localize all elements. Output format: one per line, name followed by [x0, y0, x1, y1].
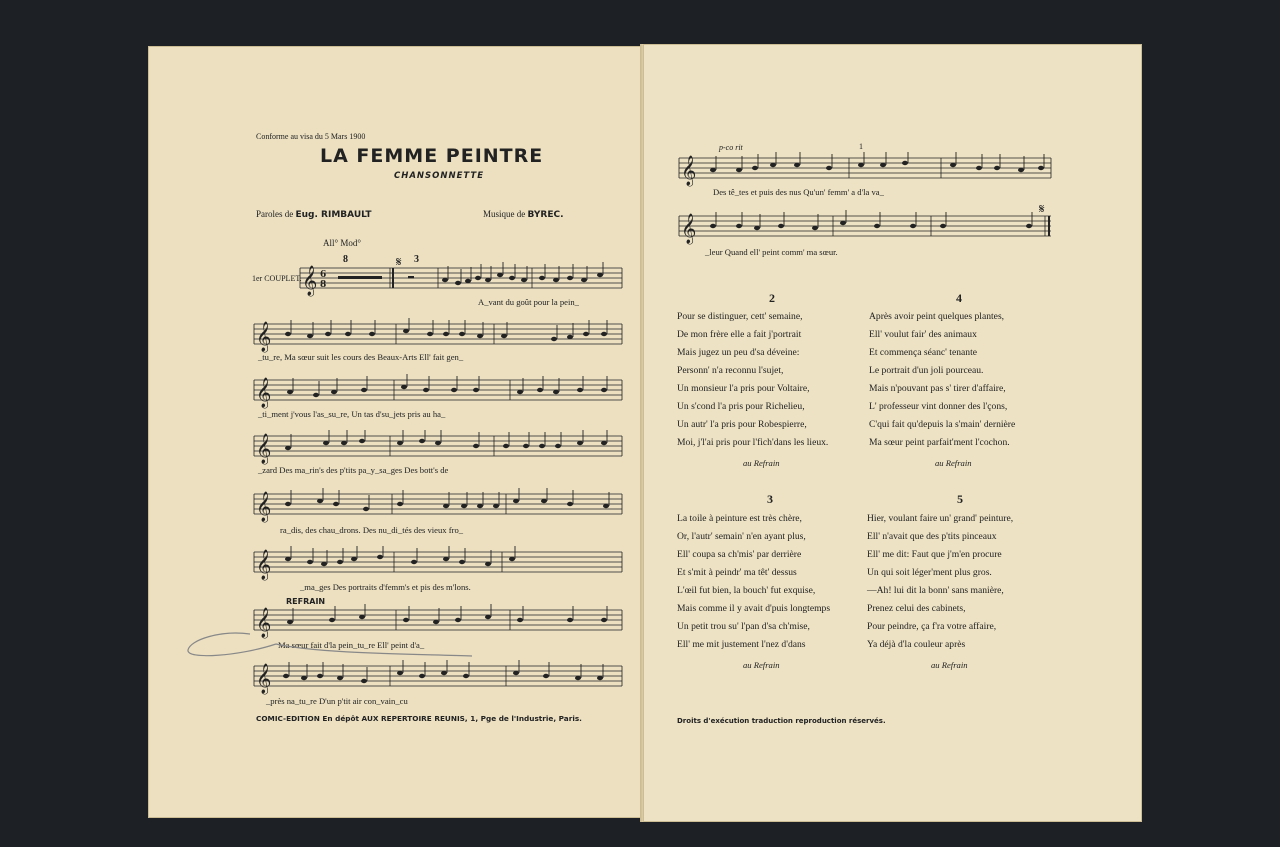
verse-3-number: 3	[767, 492, 773, 506]
verse-2-refrain: au Refrain	[743, 458, 780, 468]
verse-5-line: Ya déjà d'la couleur après	[867, 639, 966, 650]
bar-marker: 1	[859, 142, 863, 151]
verse-2-line: Moi, j'l'ai pris pour l'fich'dans les lieux.	[677, 437, 829, 448]
music-staff-3	[254, 374, 622, 406]
verse-4-refrain: au Refrain	[935, 458, 972, 468]
lyricist-prefix: Paroles de	[256, 209, 294, 219]
svg-text:𝄞: 𝄞	[681, 214, 697, 244]
verse-4-line: Mais n'pouvant pas s' tirer d'affaire,	[869, 383, 1006, 394]
verse-4-line: C'qui fait qu'depuis la s'main' dernière	[869, 419, 1016, 430]
visa-note: Conforme au visa du 5 Mars 1900	[256, 132, 366, 141]
music-staff-1	[300, 255, 622, 296]
composer-credit	[483, 209, 564, 220]
verse-4-line: Ell' voulut fair' des animaux	[869, 329, 977, 340]
verse-5-line: Pour peindre, ça f'ra votre affaire,	[867, 621, 997, 632]
music-staff-6	[254, 546, 622, 578]
treble-clef: 𝄞	[302, 266, 318, 296]
svg-text:𝄞: 𝄞	[256, 550, 272, 580]
lyric-line-8: _près na_tu_re D'un p'tit air con_vain_cu	[266, 696, 408, 706]
verse-4-line: Et commença séanc' tenante	[869, 347, 978, 358]
song-title: LA FEMME PEINTRE	[320, 145, 544, 167]
svg-text:𝄞: 𝄞	[256, 378, 272, 408]
svg-text:𝄞: 𝄞	[256, 322, 272, 352]
verse-2-line: Un s'cond l'a pris pour Richelieu,	[677, 401, 805, 412]
segno-sign: 𝄋	[396, 255, 402, 270]
lyric-line-7: Ma sœur fait d'la pein_tu_re Ell' peint d'a_	[278, 640, 425, 650]
time-sig-bottom: 8	[320, 280, 327, 290]
rights-notice: Droits d'exécution traduction reproduction réservés.	[677, 717, 886, 725]
lyricist-name: Eug. RIMBAULT	[295, 210, 372, 220]
svg-text:𝄞: 𝄞	[256, 434, 272, 464]
lyric-line-2: _tu_re, Ma sœur suit les cours des Beaux-Arts Ell' fait gen_	[258, 352, 464, 362]
verse-2-number: 2	[769, 291, 775, 305]
lyric-line-6: _ma_ges Des portraits d'femm's et pis des m'lons.	[300, 582, 471, 592]
verse-4-line: L' professeur vint donner des l'çons,	[869, 401, 1008, 412]
lyricist-credit	[256, 209, 372, 220]
verse-5-line: Ell' n'avait que des p'tits pinceaux	[867, 531, 997, 542]
verse-3-line: L'œil fut bien, la bouch' fut exquise,	[677, 585, 816, 596]
publisher-footer: COMIC-EDITION En dépôt AUX REPERTOIRE REUNIS, 1, Pge de l'Industrie, Paris.	[256, 714, 582, 723]
verse-3-line: Or, l'autr' semain' n'en ayant plus,	[677, 531, 806, 542]
verse-5-line: Hier, voulant faire un' grand' peinture,	[867, 513, 1014, 524]
verse-5-line: Prenez celui des cabinets,	[867, 603, 966, 614]
verse-2-line: Mais jugez un peu d'sa déveine:	[677, 347, 800, 358]
tempo-marking: All° Mod°	[323, 238, 361, 248]
svg-text:𝄞: 𝄞	[256, 608, 272, 638]
right-lyric-line-2: _leur Quand ell' peint comm' ma sœur.	[705, 247, 838, 257]
verse-3-refrain: au Refrain	[743, 660, 780, 670]
music-staff-4	[254, 430, 622, 462]
composer-name: BYREC.	[527, 210, 564, 220]
verse-3-line: Un petit trou su' l'pan d'sa ch'mise,	[677, 621, 810, 632]
verse-3-line: Ell' me mit justement l'nez d'dans	[677, 639, 806, 650]
verse-2-line: Un autr' l'a pris pour Robespierre,	[677, 419, 807, 430]
verse-5-number: 5	[957, 492, 963, 506]
lyric-line-3: _ti_ment j'vous l'as_su_re, Un tas d'su_jets pris au ha_	[258, 409, 446, 419]
verse-5-line: Ell' me dit: Faut que j'm'en procure	[867, 549, 1002, 560]
verse-3-line: Mais comme il y avait d'puis longtemps	[677, 603, 831, 614]
time-sig-top: 6	[320, 270, 327, 280]
verse-2-line: Un monsieur l'a pris pour Voltaire,	[677, 383, 810, 394]
composer-prefix: Musique de	[483, 209, 526, 219]
svg-text:𝄞: 𝄞	[256, 664, 272, 694]
song-subtitle: CHANSONNETTE	[394, 171, 485, 181]
verse-3-line: La toile à peinture est très chère,	[677, 513, 802, 524]
svg-text:𝄞: 𝄞	[256, 492, 272, 522]
verse-4-line: Le portrait d'un joli pourceau.	[869, 365, 984, 376]
couplet-label: 1er COUPLET.	[252, 274, 302, 283]
verse-2-line: Personn' n'a reconnu l'sujet,	[677, 365, 784, 376]
verse-5-line: Un qui soit léger'ment plus gros.	[867, 567, 992, 578]
rest-count: 8	[343, 254, 348, 265]
segno-number: 3	[414, 254, 419, 265]
pencil-mark	[180, 626, 480, 666]
refrain-heading: REFRAIN	[286, 597, 326, 606]
music-staff-5	[254, 488, 622, 520]
lyric-line-5: ra_dis, des chau_drons. Des nu_di_tés des vieux fro_	[280, 525, 464, 535]
lyric-line-1: A_vant du goût pour la pein_	[478, 297, 579, 307]
right-lyric-line-1: Des tê_tes et puis des nus Qu'un' femm' a d'la va_	[713, 187, 884, 197]
left-page	[148, 46, 642, 818]
verse-2-line: De mon frère elle a fait j'portrait	[677, 329, 802, 340]
lyric-line-4: _zard Des ma_rin's des p'tits pa_y_sa_ges Des bott's de	[258, 465, 449, 475]
music-staff-right-1	[679, 152, 1051, 184]
verse-5-refrain: au Refrain	[931, 660, 968, 670]
verse-4-number: 4	[956, 291, 962, 305]
verse-4-line: Après avoir peint quelques plantes,	[869, 311, 1005, 322]
verse-3-line: Ell' coupa sa ch'mis' par derrière	[677, 549, 802, 560]
right-page	[643, 44, 1142, 822]
svg-text:𝄞: 𝄞	[681, 156, 697, 186]
dynamics-marking: p-co rit	[719, 143, 743, 152]
verse-2-line: Pour se distinguer, cett' semaine,	[677, 311, 803, 322]
verse-3-line: Et s'mit à peindr' ma têt' dessus	[677, 567, 797, 578]
svg-text:𝄋: 𝄋	[1039, 202, 1045, 217]
music-staff-right-2	[679, 202, 1051, 244]
verse-5-line: —Ah! lui dit la bonn' sans manière,	[867, 585, 1004, 596]
verse-4-line: Ma sœur peint parfait'ment l'cochon.	[869, 437, 1010, 448]
music-staff-2	[254, 318, 622, 350]
